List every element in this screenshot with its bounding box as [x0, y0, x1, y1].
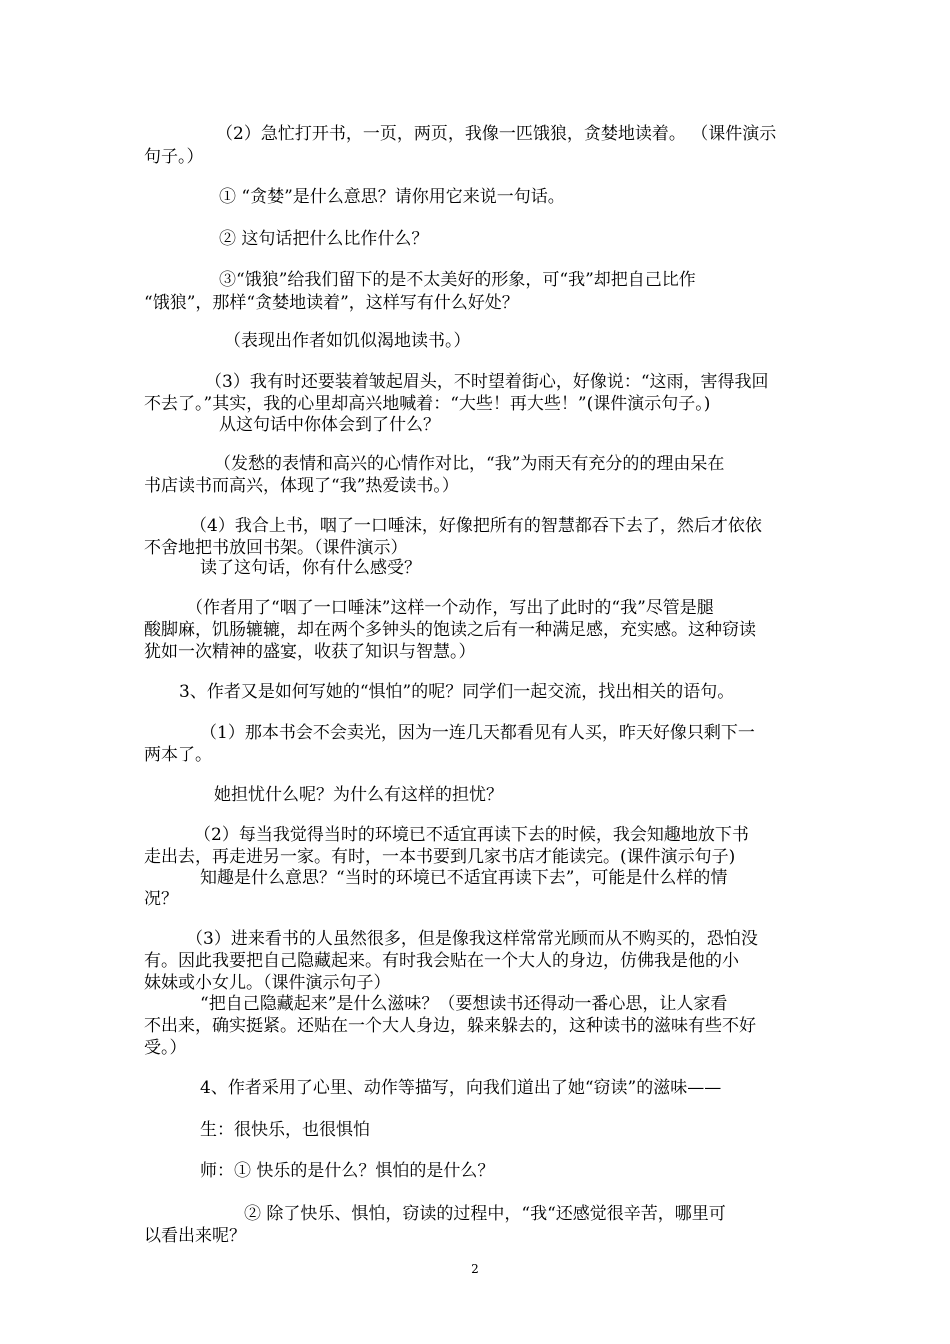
text-line: 读了这句话，你有什么感受？	[200, 558, 421, 578]
page-number: 2	[471, 1262, 479, 1276]
text-line: 书店读书而高兴，体现了“我”热爱读书。）	[144, 476, 459, 496]
text-line: 走出去，再走进另一家。有时，一本书要到几家书店才能读完。(课件演示句子)	[144, 847, 736, 867]
text-line: （3）进来看书的人虽然很多，但是像我这样常常光顾而从不购买的，恐怕没	[186, 929, 758, 949]
text-line: “把自己隐藏起来”是什么滋味？（要想读书还得动一番心思，让人家看	[200, 994, 728, 1014]
text-line: “饿狼”，那样“贪婪地读着”，这样写有什么好处？	[144, 293, 519, 313]
text-line: ③“饿狼”给我们留下的是不太美好的形象，可“我”却把自己比作	[219, 270, 696, 290]
text-line: 不出来，确实挺紧。还贴在一个大人身边，躲来躲去的，这种读书的滋味有些不好	[144, 1016, 756, 1036]
text-line: ② 这句话把什么比作什么？	[219, 229, 429, 249]
text-line: 受。）	[144, 1038, 187, 1058]
text-line: 两本了。	[144, 745, 212, 765]
text-line: ② 除了快乐、惧怕，窃读的过程中，“我“还感觉很辛苦，哪里可	[244, 1204, 726, 1224]
text-line: 4、作者采用了心里、动作等描写，向我们道出了她“窃读”的滋味——	[200, 1078, 722, 1098]
text-line: 从这句话中你体会到了什么？	[219, 415, 440, 435]
text-line: （2）急忙打开书，一页，两页，我像一匹饿狼，贪婪地读着。 （课件演示	[216, 124, 777, 144]
text-line: 知趣是什么意思？“当时的环境已不适宜再读下去”，可能是什么样的情	[200, 868, 728, 888]
text-line: 不舍地把书放回书架。（课件演示）	[144, 538, 408, 558]
text-line: 以看出来呢？	[144, 1226, 246, 1246]
text-line: 况？	[144, 889, 178, 909]
text-line: ① “贪婪”是什么意思？请你用它来说一句话。	[219, 187, 565, 207]
text-line: 3、作者又是如何写她的“惧怕”的呢？同学们一起交流，找出相关的语句。	[179, 682, 735, 702]
text-line: （发愁的表情和高兴的心情作对比，“我”为雨天有充分的的理由呆在	[214, 454, 725, 474]
text-line: 句子。）	[144, 147, 204, 167]
text-line: 她担忧什么呢？为什么有这样的担忧？	[214, 785, 503, 805]
text-line: 有。因此我要把自己隐藏起来。有时我会贴在一个大人的身边，仿佛我是他的小	[144, 951, 739, 971]
text-line: （4）我合上书，咽了一口唾沫，好像把所有的智慧都吞下去了，然后才依依	[190, 516, 762, 536]
text-line: 不去了。”其实，我的心里却高兴地喊着：“大些！再大些！”(课件演示句子。)	[144, 394, 711, 414]
text-line: 妹妹或小女儿。（课件演示句子）	[144, 973, 391, 993]
text-line: 生：很快乐，也很惧怕	[200, 1120, 370, 1140]
text-line: （3）我有时还要装着皱起眉头，不时望着街心，好像说：“这雨，害得我回	[205, 372, 769, 392]
text-line: （作者用了“咽了一口唾沫”这样一个动作，写出了此时的“我”尽管是腿	[186, 598, 714, 618]
text-line: 师：① 快乐的是什么？惧怕的是什么？	[200, 1161, 495, 1181]
text-line: 酸脚麻，饥肠辘辘，却在两个多钟头的饱读之后有一种满足感，充实感。这种窃读	[144, 620, 756, 640]
text-line: （表现出作者如饥似渴地读书。）	[224, 331, 471, 351]
text-line: （1）那本书会不会卖光，因为一连几天都看见有人买，昨天好像只剩下一	[200, 723, 755, 743]
text-line: 犹如一次精神的盛宴，收获了知识与智慧。）	[144, 642, 476, 662]
text-line: （2）每当我觉得当时的环境已不适宜再读下去的时候，我会知趣地放下书	[194, 825, 749, 845]
